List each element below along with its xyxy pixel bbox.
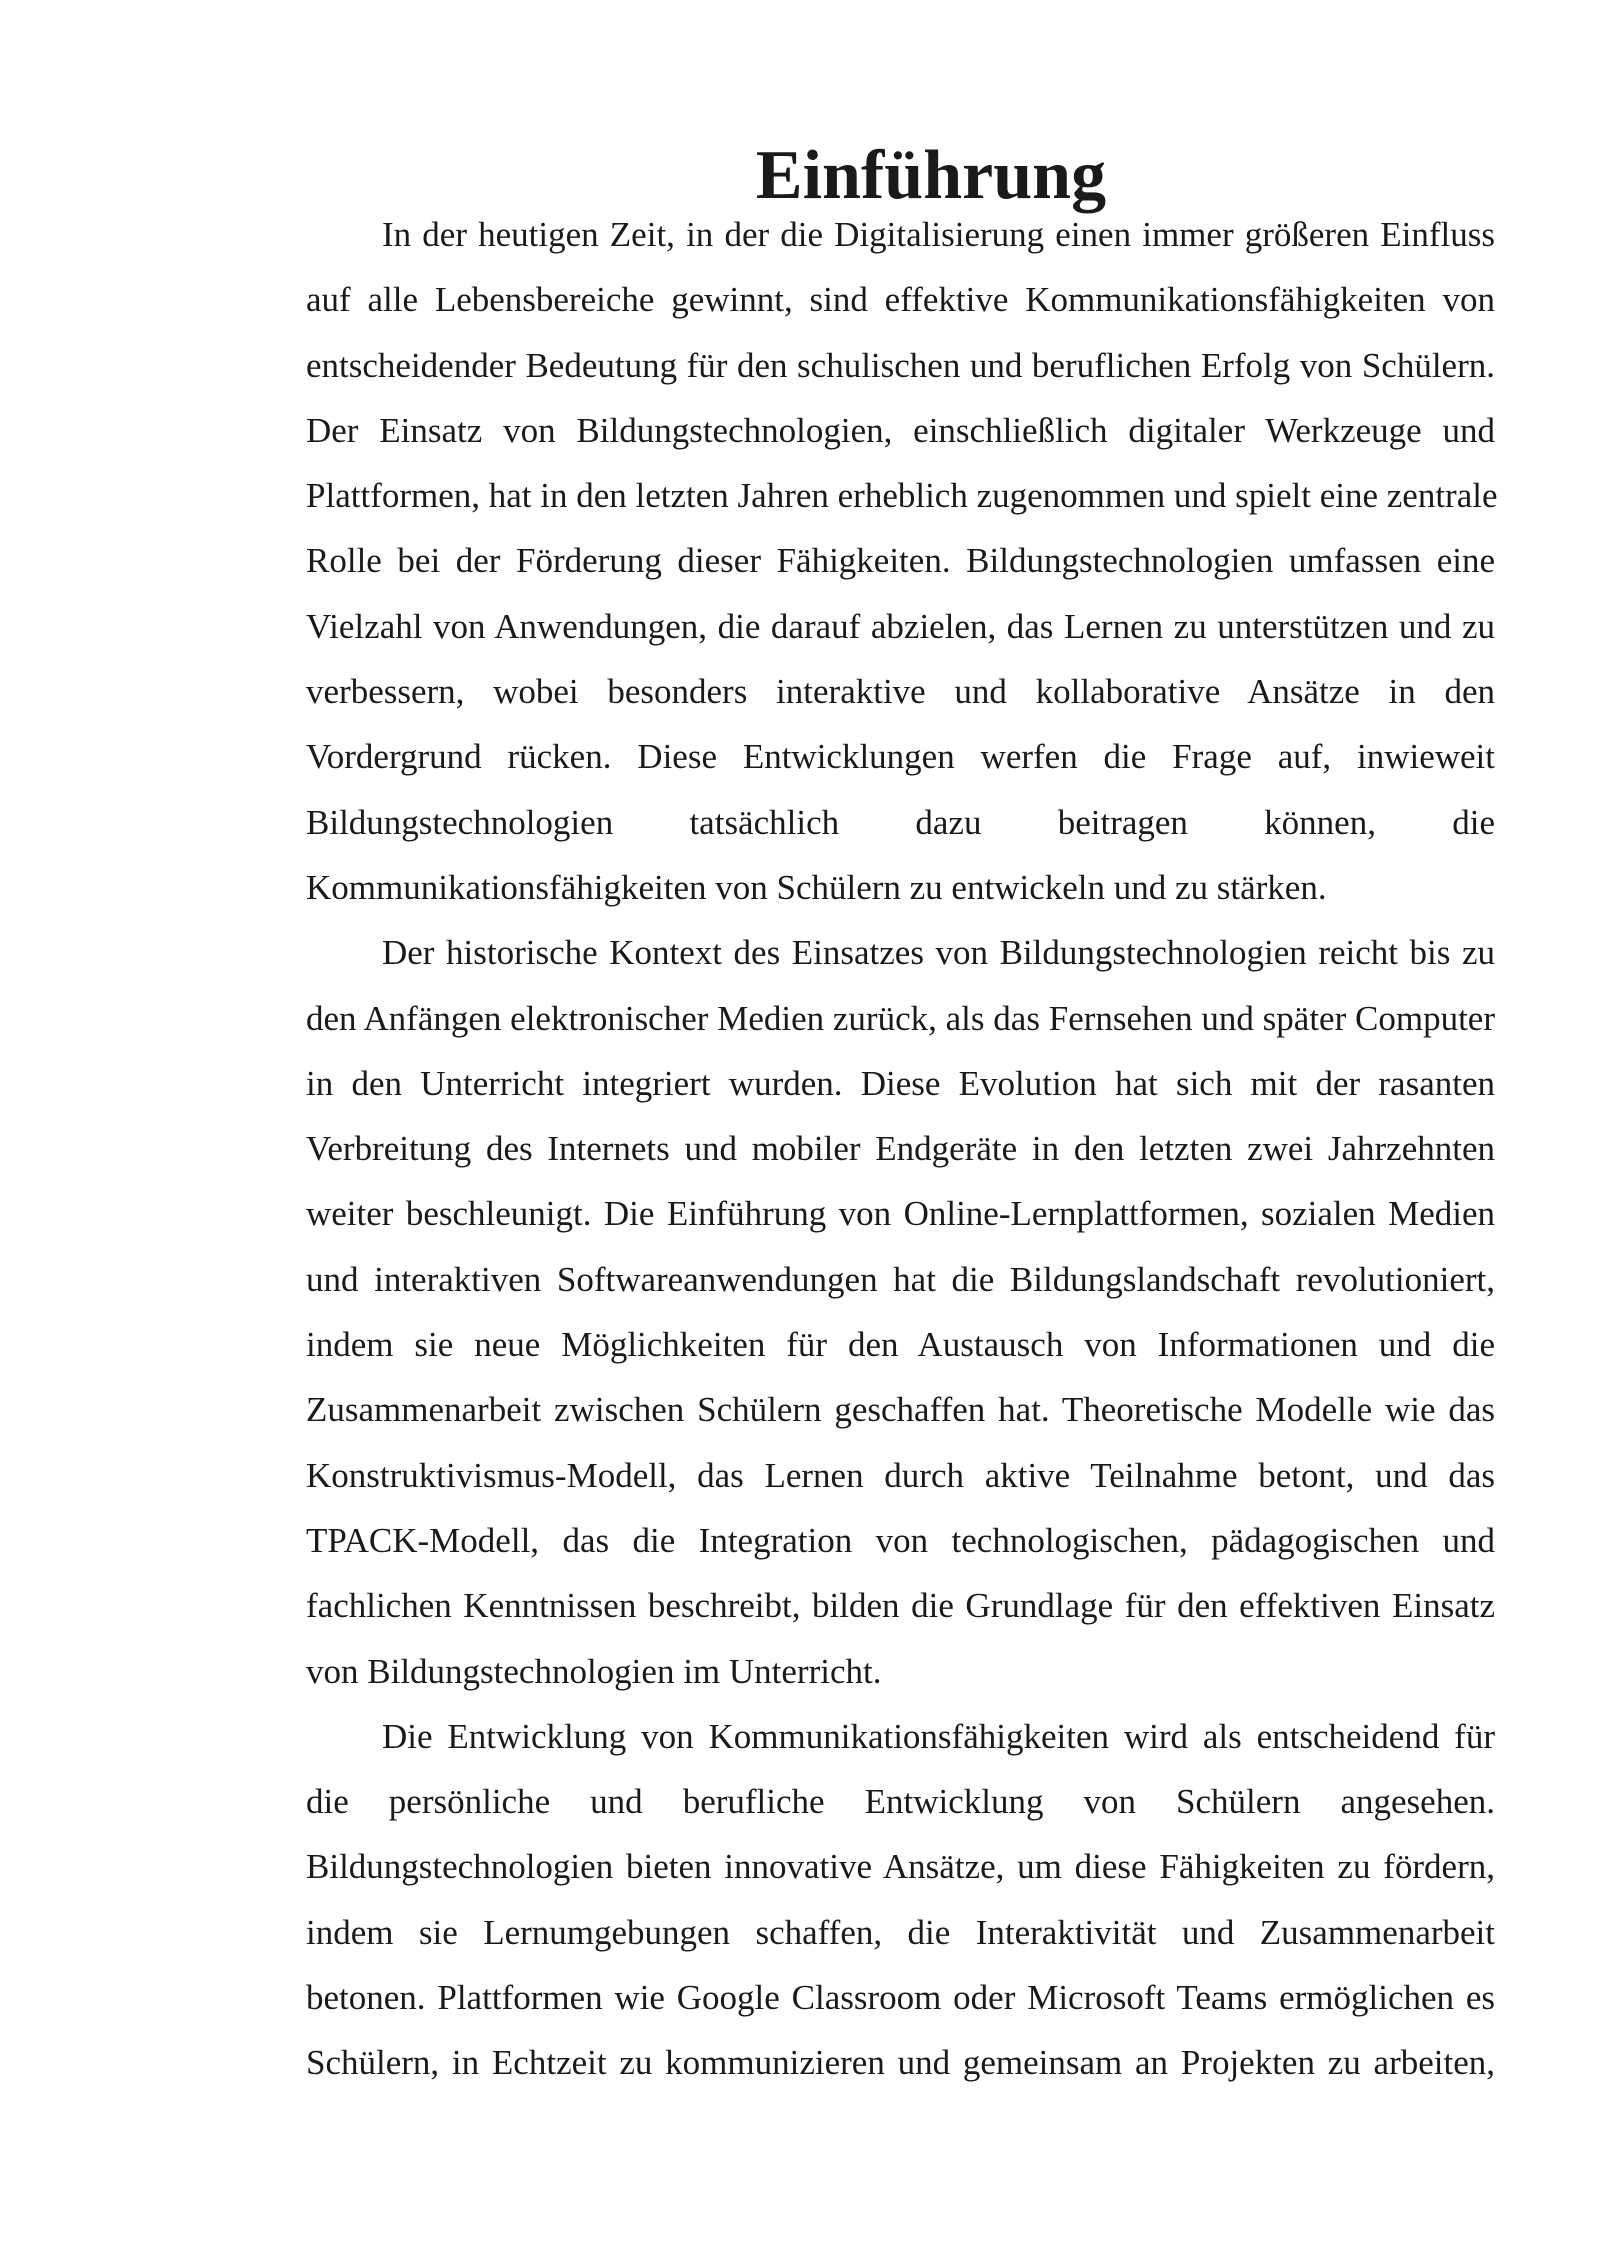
text-line: Der historische Kontext des Einsatzes von Bildungstechnologien reicht bis zu — [382, 933, 1495, 973]
text-line: weiter beschleunigt. Die Einführung von Online-Lernplattformen, sozialen Medien — [306, 1194, 1495, 1234]
text-line: In der heutigen Zeit, in der die Digitalisierung einen immer größeren Einfluss — [382, 215, 1495, 254]
text-line: die persönliche und berufliche Entwicklung von Schülern angesehen. — [306, 1782, 1495, 1822]
text-line: Vordergrund rücken. Diese Entwicklungen werfen die Frage auf, inwieweit — [306, 737, 1495, 777]
text-line: indem sie neue Möglichkeiten für den Austausch von Informationen und die — [306, 1325, 1495, 1365]
text-line: Kommunikationsfähigkeiten von Schülern zu entwickeln und zu stärken. — [306, 867, 1327, 907]
text-line: verbessern, wobei besonders interaktive und kollaborative Ansätze in den — [306, 672, 1495, 712]
section-title: Einführung — [755, 137, 1107, 214]
text-line: Zusammenarbeit zwischen Schülern geschaffen hat. Theoretische Modelle wie das — [306, 1390, 1495, 1430]
text-line: entscheidender Bedeutung für den schulischen und beruflichen Erfolg von Schülern. — [306, 345, 1495, 385]
text-line: von Bildungstechnologien im Unterricht. — [306, 1651, 882, 1691]
text-line: fachlichen Kenntnissen beschreibt, bilden die Grundlage für den effektiven Einsatz — [306, 1586, 1495, 1626]
text-line: in den Unterricht integriert wurden. Diese Evolution hat sich mit der rasanten — [306, 1063, 1495, 1103]
text-line: Der Einsatz von Bildungstechnologien, einschließlich digitaler Werkzeuge und — [306, 410, 1495, 450]
paragraph-historical-context — [230, 920, 1495, 1704]
text-line: betonen. Plattformen wie Google Classroom oder Microsoft Teams ermöglichen es — [306, 1978, 1495, 2018]
text-line: Bildungstechnologien bieten innovative Ansätze, um diese Fähigkeiten zu fördern, — [306, 1847, 1495, 1887]
text-line: indem sie Lernumgebungen schaffen, die Interaktivität und Zusammenarbeit — [306, 1912, 1495, 1952]
text-line: auf alle Lebensbereiche gewinnt, sind effektive Kommunikationsfähigkeiten von — [306, 280, 1495, 320]
text-line: den Anfängen elektronischer Medien zurück, als das Fernsehen und später Computer — [306, 998, 1495, 1038]
text-line: Bildungstechnologien tatsächlich dazu beitragen können, die — [306, 802, 1495, 842]
text-line: Konstruktivismus-Modell, das Lernen durch aktive Teilnahme betont, und das — [306, 1455, 1495, 1495]
text-line: Verbreitung des Internets und mobiler Endgeräte in den letzten zwei Jahrzehnten — [306, 1129, 1495, 1169]
paragraph-communication-skills — [230, 1704, 1495, 2096]
paragraph-intro — [230, 202, 1498, 920]
text-line: Die Entwicklung von Kommunikationsfähigkeiten wird als entscheidend für — [382, 1716, 1495, 1756]
text-line: TPACK-Modell, das die Integration von technologischen, pädagogischen und — [306, 1520, 1495, 1560]
text-line: Schülern, in Echtzeit zu kommunizieren und gemeinsam an Projekten zu arbeiten, — [306, 2043, 1495, 2083]
text-line: Vielzahl von Anwendungen, die darauf abzielen, das Lernen zu unterstützen und zu — [306, 606, 1495, 646]
text-line: Plattformen, hat in den letzten Jahren erheblich zugenommen und spielt eine zentrale — [306, 476, 1498, 516]
text-line: Rolle bei der Förderung dieser Fähigkeiten. Bildungstechnologien umfassen eine — [306, 541, 1495, 581]
text-line: und interaktiven Softwareanwendungen hat die Bildungslandschaft revolutioniert, — [306, 1259, 1495, 1299]
document-page — [230, 137, 1498, 2096]
